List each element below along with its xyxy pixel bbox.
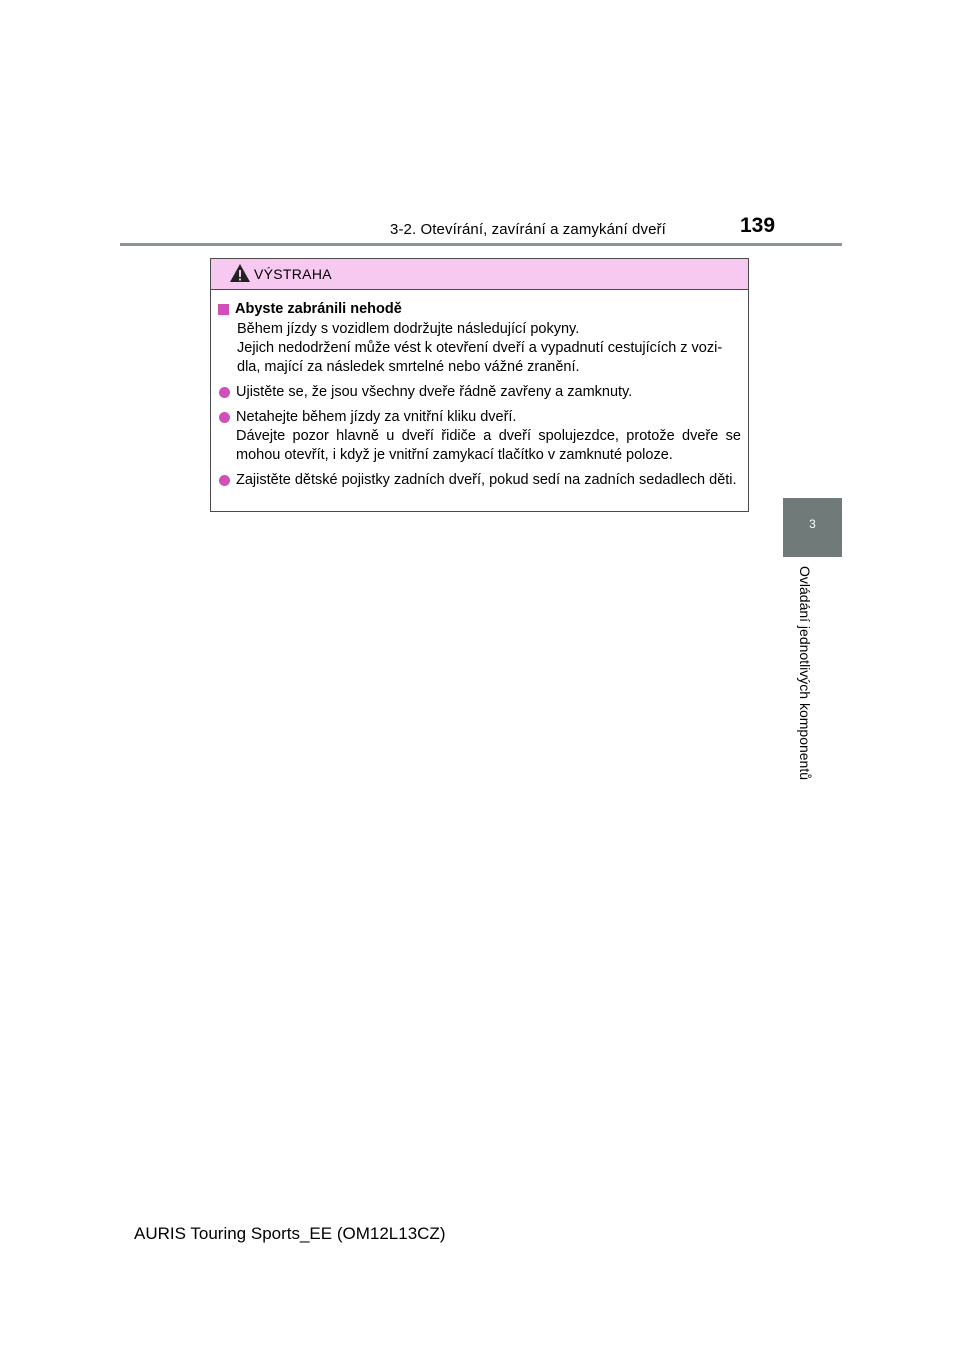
chapter-tab: [783, 498, 842, 557]
chapter-label: Ovládání jednotlivých komponentů: [797, 566, 813, 781]
warning-body: [211, 290, 748, 490]
square-bullet-icon: [218, 304, 229, 315]
chapter-number: 3: [809, 517, 816, 531]
warning-intro-line: Jejich nedodržení může vést k otevření dveří a vypadnutí cestujících z vozi-: [237, 340, 723, 356]
warning-triangle-icon: [229, 263, 251, 283]
section-header-title: 3-2. Otevírání, zavírání a zamykání dveří: [390, 221, 666, 238]
warning-bullet-text: Zajistěte dětské pojistky zadních dveří, pokud sedí na zadních sedadlech děti.: [236, 472, 737, 488]
warning-bullet-text: Dávejte pozor hlavně u dveří řidiče a dveří spolujezdce, protože dveře se mohou otevřít, i když je vnitřní zamykací tlačítko v zamknuté poloze.: [236, 428, 741, 463]
warning-box: [210, 258, 749, 512]
circle-bullet-icon: [219, 475, 230, 486]
warning-section-title: [218, 300, 741, 319]
warning-intro: [218, 320, 741, 377]
warning-intro-line: dla, mající za následek smrtelné nebo vážné zranění.: [237, 359, 580, 375]
warning-intro-line: Během jízdy s vozidlem dodržujte následující pokyny.: [237, 321, 580, 337]
warning-title: VÝSTRAHA: [254, 266, 332, 282]
circle-bullet-icon: [219, 412, 230, 423]
warning-bullet: [218, 408, 741, 465]
warning-bullet-text: Ujistěte se, že jsou všechny dveře řádně zavřeny a zamknuty.: [236, 384, 633, 400]
header-rule: [120, 243, 842, 246]
warning-bullet: [218, 471, 741, 490]
warning-header: [211, 259, 748, 290]
footer-model-code: AURIS Touring Sports_EE (OM12L13CZ): [134, 1224, 446, 1243]
warning-bullet: [218, 383, 741, 402]
warning-section-title-text: Abyste zabránili nehodě: [235, 301, 402, 317]
circle-bullet-icon: [219, 387, 230, 398]
page-number: 139: [740, 214, 776, 237]
warning-bullet-text: Netahejte během jízdy za vnitřní kliku dveří.: [236, 409, 517, 425]
